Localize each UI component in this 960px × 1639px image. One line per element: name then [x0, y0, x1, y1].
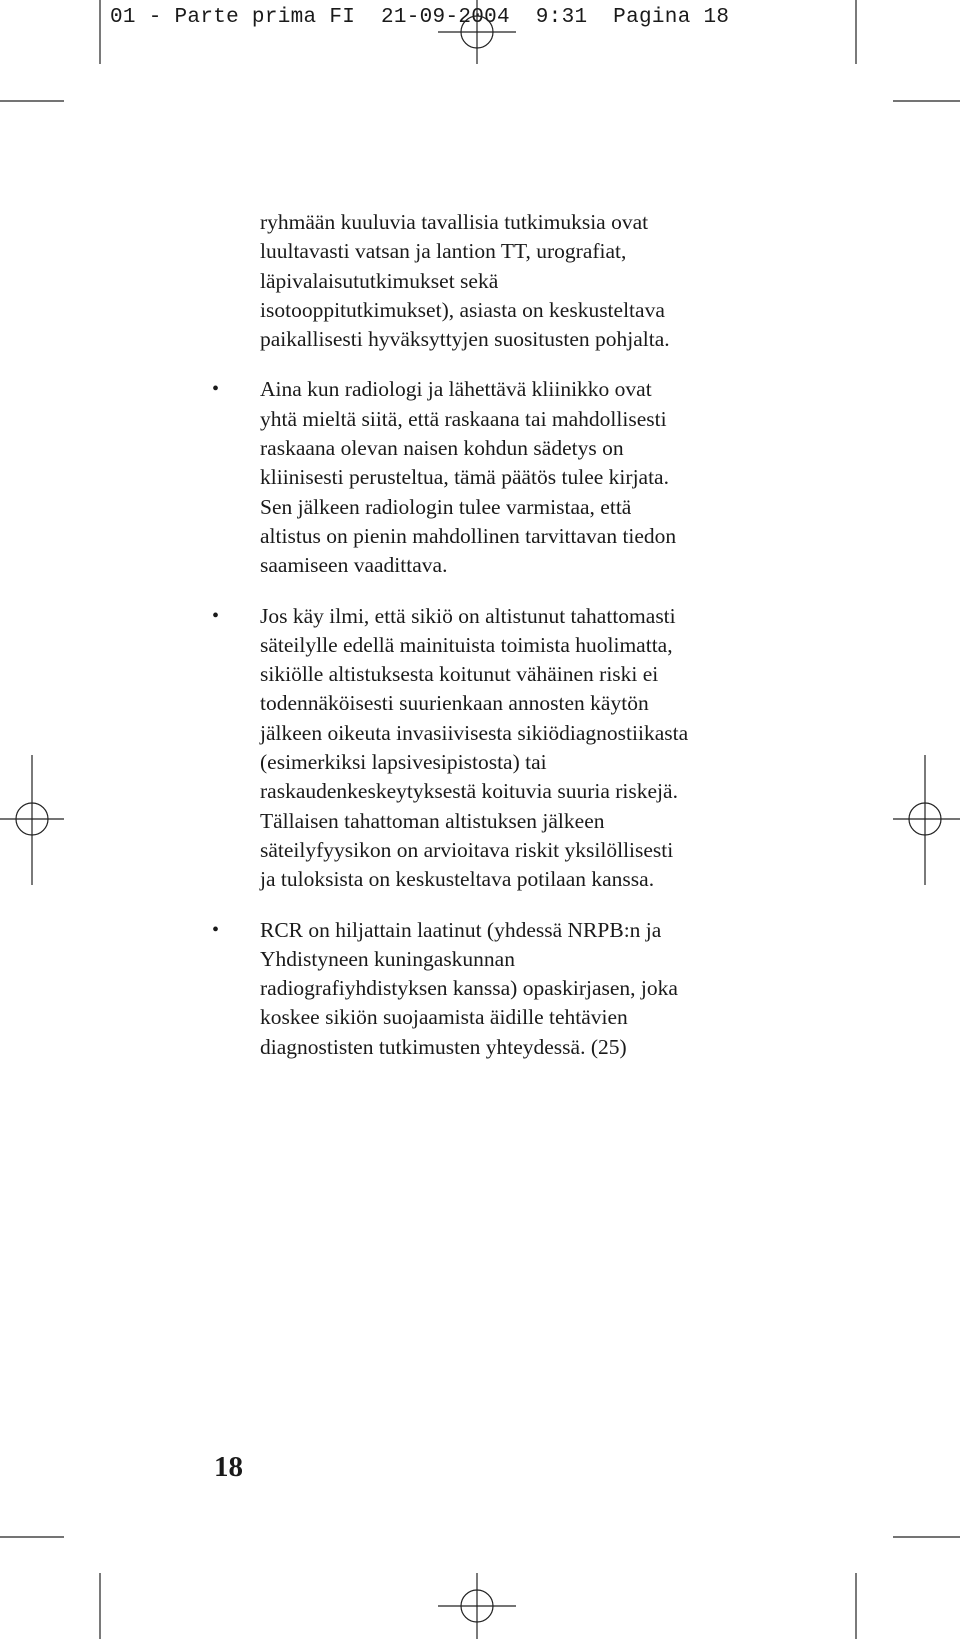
list-item-text: Aina kun radiologi ja lähettävä kliinikko ovat yhtä mieltä siitä, että raskaana tai mahdollisesti raskaana olevan naisen kohdun sädetys on kliinisesti perusteltua, tämä päätös tulee kirjata. Sen jälkeen radiologin tulee varmistaa, että altistus on pienin mahdollinen tarvittavan tiedon saamiseen vaadittava. [260, 377, 677, 578]
bullet-icon: • [212, 604, 220, 627]
print-slug-line: 01 - Parte prima FI 21-09-2004 9:31 Pagina 18 [110, 6, 730, 29]
list-item-text: RCR on hiljattain laatinut (yhdessä NRPB:n ja Yhdistyneen kuningaskunnan radiografiyhdistyksen kanssa) opaskirjasen, joka koskee sikiön suojaamista äidille tehtävien diagnostisten tutkimusten yhteydessä. (25) [260, 917, 678, 1059]
bullet-icon: • [212, 378, 220, 401]
bullet-icon: • [212, 918, 220, 941]
list-item [212, 916, 780, 1062]
list-item [212, 602, 780, 895]
page-number: 18 [214, 1451, 243, 1483]
registration-mark-bottom [438, 1573, 516, 1639]
registration-mark-top [438, 0, 516, 64]
intro-paragraph: ryhmään kuuluvia tavallisia tutkimuksia ovat luultavasti vatsan ja lantion TT, urografiat, läpivalaisututkimukset sekä isotooppitutkimukset), asiasta on keskusteltava paikallisesti hyväksyttyjen suositusten pohjalta. [260, 210, 670, 352]
body-text [212, 208, 780, 1062]
list-item-text: Jos käy ilmi, että sikiö on altistunut tahattomasti säteilylle edellä mainituista toimista huolimatta, sikiölle altistuksesta koitunut vähäinen riski ei todennäköisesti suurienkaan annosten käytön jälkeen oikeuta invasiivisesta sikiödiagnostiikasta (esimerkiksi lapsivesipistosta) tai raskaudenkeskeytyksestä koituvia suuria riskejä. Tällaisen tahattoman altistuksen jälkeen säteilyfyysikon on arvioitava riskit yksilöllisesti ja tuloksista on keskusteltava potilaan kanssa. [260, 603, 689, 892]
list-item [212, 375, 780, 580]
registration-mark-left [0, 755, 64, 885]
registration-mark-right [893, 755, 960, 885]
